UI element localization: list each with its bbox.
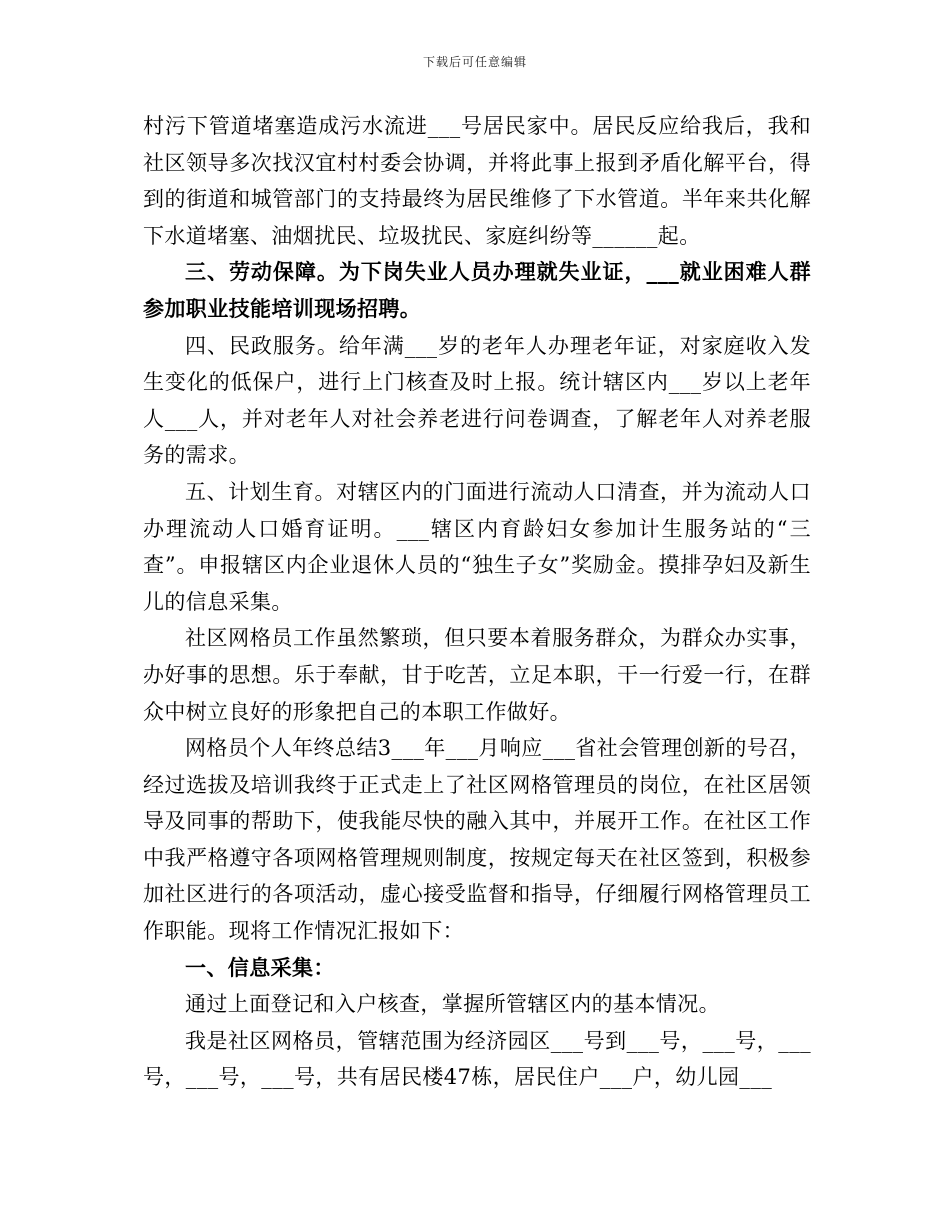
- page-header: 下载后可任意编辑: [422, 55, 527, 69]
- paragraph-jurisdiction-scope: 我是社区网格员，管辖范围为经济园区___号到___号，___号，___号，___号，___号，共有居民楼47栋，居民住户___户，幼儿园___: [143, 1028, 811, 1090]
- paragraph-grid-work-summary: 社区网格员工作虽然繁琐，但只要本着服务群众，为群众办实事，办好事的思想。乐于奉献，甘于吃苦，立足本职，干一行爱一行，在群众中树立良好的形象把自己的本职工作做好。: [143, 626, 811, 724]
- section-information-collection: 一、信息采集：: [185, 954, 335, 980]
- section-labor-security: 三、劳动保障。为下岗失业人员办理就失业证，___就业困难人群参加职业技能培训现场招聘。: [143, 259, 811, 321]
- document-body: [143, 108, 811, 1096]
- paragraph-sewer-repair: 村污下管道堵塞造成污水流进___号居民家中。居民反应给我后，我和社区领导多次找汉宜村村委会协调，并将此事上报到矛盾化解平台，得到的街道和城管部门的支持最终为居民维修了下水管道。半年来共化解下水道堵塞、油烟扰民、垃圾扰民、家庭纠纷等______起。: [143, 114, 811, 248]
- paragraph-annual-report-intro: 网格员个人年终总结3___年___月响应___省社会管理创新的号召，经过选拔及培训我终于正式走上了社区网格管理员的岗位，在社区居领导及同事的帮助下，使我能尽快的融入其中，并展开工作。在社区工作中我严格遵守各项网格管理规则制度，按规定每天在社区签到，积极参加社区进行的各项活动，虚心接受监督和指导，仔细履行网格管理员工作职能。现将工作情况汇报如下：: [143, 736, 811, 944]
- paragraph-registration-check: 通过上面登记和入户核查，掌握所管辖区内的基本情况。: [185, 992, 720, 1017]
- section-family-planning: 五、计划生育。对辖区内的门面进行流动人口清查，并为流动人口办理流动人口婚育证明。___辖区内育龄妇女参加计生服务站的“三查”。申报辖区内企业退休人员的“独生子女”奖励金。摸排孕妇及新生儿的信息采集。: [143, 479, 811, 614]
- section-civil-affairs: 四、民政服务。给年满___岁的老年人办理老年证，对家庭收入发生变化的低保户，进行上门核查及时上报。统计辖区内___岁以上老年人___人，并对老年人对社会养老进行问卷调查，了解老年人对养老服务的需求。: [143, 333, 811, 468]
